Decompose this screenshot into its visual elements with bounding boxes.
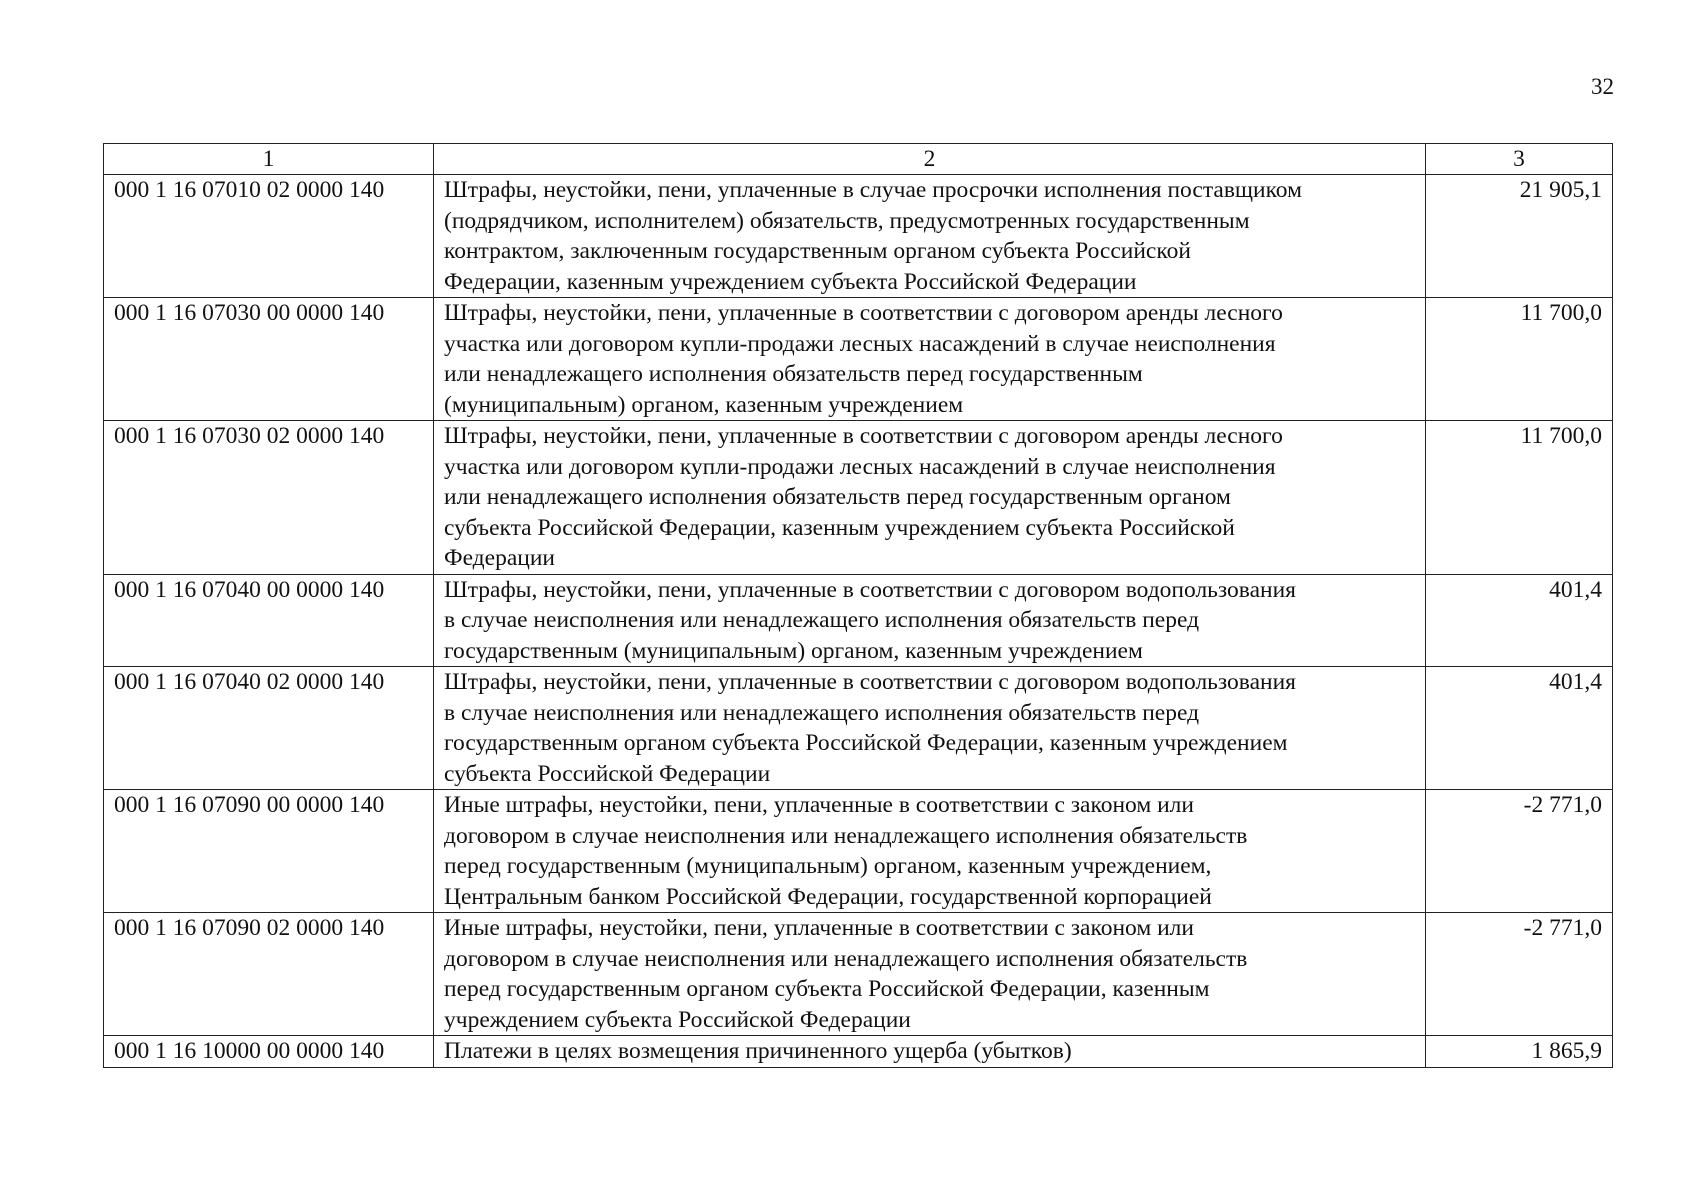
- row-amount: 11 700,0: [1426, 421, 1613, 575]
- row-amount: -2 771,0: [1426, 913, 1613, 1036]
- row-amount: 401,4: [1426, 667, 1613, 790]
- table-row: [104, 175, 1613, 298]
- column-header-code: 1: [104, 144, 434, 175]
- row-description: Штрафы, неустойки, пени, уплаченные в соответствии с договором водопользования в случае неисполнения или ненадлежащего исполнения обязательств перед государственным (муниципальным) органом, казенным учреждением: [434, 574, 1426, 667]
- table-row: [104, 1036, 1613, 1068]
- row-amount: 21 905,1: [1426, 175, 1613, 298]
- table-row: [104, 667, 1613, 790]
- row-description: Штрафы, неустойки, пени, уплаченные в соответствии с договором аренды лесного участка или договором купли-продажи лесных насаждений в случае неисполнения или ненадлежащего исполнения обязательств перед государственным органом субъекта Российской Федерации, казенным учреждением субъекта Российской Федерации: [434, 421, 1426, 575]
- row-code: 000 1 16 07090 00 0000 140: [104, 790, 434, 913]
- row-code: 000 1 16 10000 00 0000 140: [104, 1036, 434, 1068]
- row-code: 000 1 16 07040 00 0000 140: [104, 574, 434, 667]
- row-code: 000 1 16 07090 02 0000 140: [104, 913, 434, 1036]
- table-row: [104, 298, 1613, 421]
- budget-table: [103, 143, 1613, 1068]
- row-amount: 11 700,0: [1426, 298, 1613, 421]
- table-header-row: [104, 144, 1613, 175]
- row-amount: 401,4: [1426, 574, 1613, 667]
- row-code: 000 1 16 07030 02 0000 140: [104, 421, 434, 575]
- row-code: 000 1 16 07010 02 0000 140: [104, 175, 434, 298]
- row-code: 000 1 16 07030 00 0000 140: [104, 298, 434, 421]
- row-description: Платежи в целях возмещения причиненного ущерба (убытков): [434, 1036, 1426, 1068]
- row-amount: -2 771,0: [1426, 790, 1613, 913]
- row-description: Штрафы, неустойки, пени, уплаченные в соответствии с договором водопользования в случае неисполнения или ненадлежащего исполнения обязательств перед государственным органом субъекта Российской Федерации, казенным учреждением субъекта Российской Федерации: [434, 667, 1426, 790]
- table-row: [104, 574, 1613, 667]
- row-code: 000 1 16 07040 02 0000 140: [104, 667, 434, 790]
- row-amount: 1 865,9: [1426, 1036, 1613, 1068]
- row-description: Штрафы, неустойки, пени, уплаченные в соответствии с договором аренды лесного участка или договором купли-продажи лесных насаждений в случае неисполнения или ненадлежащего исполнения обязательств перед государственным (муниципальным) органом, казенным учреждением: [434, 298, 1426, 421]
- table-row: [104, 421, 1613, 575]
- table-row: [104, 913, 1613, 1036]
- column-header-description: 2: [434, 144, 1426, 175]
- column-header-amount: 3: [1426, 144, 1613, 175]
- row-description: Иные штрафы, неустойки, пени, уплаченные в соответствии с законом или договором в случае неисполнения или ненадлежащего исполнения обязательств перед государственным (муниципальным) органом, казенным учреждением, Центральным банком Российской Федерации, государственной корпорацией: [434, 790, 1426, 913]
- row-description: Штрафы, неустойки, пени, уплаченные в случае просрочки исполнения поставщиком (подрядчиком, исполнителем) обязательств, предусмотренных государственным контрактом, заключенным государственным органом субъекта Российской Федерации, казенным учреждением субъекта Российской Федерации: [434, 175, 1426, 298]
- row-description: Иные штрафы, неустойки, пени, уплаченные в соответствии с законом или договором в случае неисполнения или ненадлежащего исполнения обязательств перед государственным органом субъекта Российской Федерации, казенным учреждением субъекта Российской Федерации: [434, 913, 1426, 1036]
- table-row: [104, 790, 1613, 913]
- page-number: 32: [1591, 74, 1614, 99]
